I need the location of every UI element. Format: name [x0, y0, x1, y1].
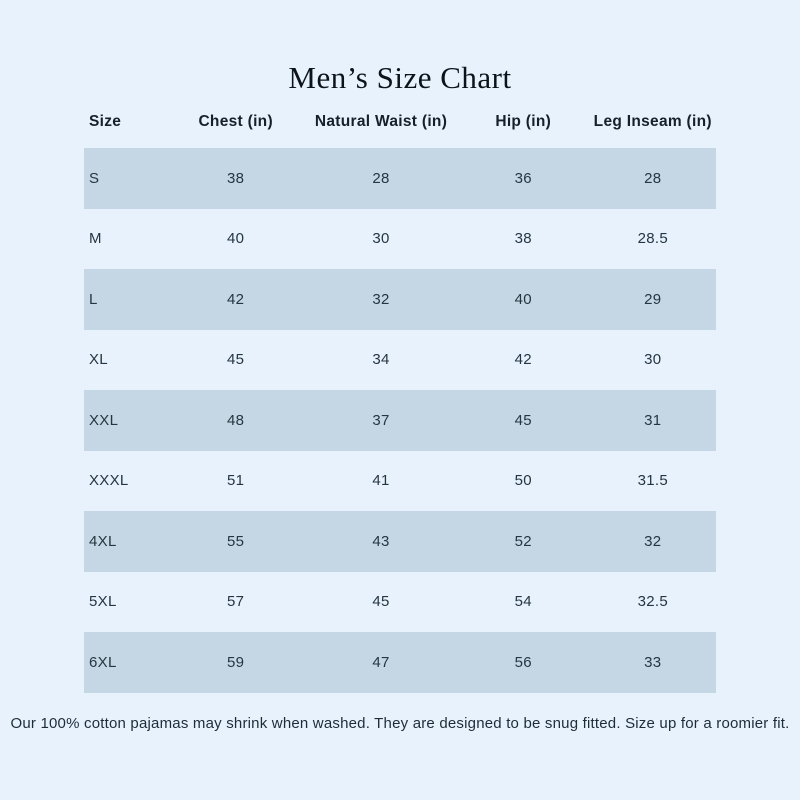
measurement-value-cell: 40 — [514, 290, 532, 308]
measurement-value-cell: 31 — [644, 411, 662, 429]
size-label-cell: XXXL — [89, 472, 129, 490]
measurement-value-cell: 57 — [227, 593, 245, 611]
size-label-cell: XL — [89, 351, 108, 369]
measurement-value-cell: 42 — [514, 351, 532, 369]
measurement-value-cell: 38 — [227, 169, 245, 187]
measurement-value-cell: 59 — [227, 653, 245, 671]
measurement-value-cell: 28 — [644, 169, 662, 187]
size-chart-table — [84, 113, 716, 693]
size-label-cell: 6XL — [89, 653, 117, 671]
measurement-value-cell: 32 — [372, 290, 390, 308]
measurement-value-cell: 30 — [644, 351, 662, 369]
measurement-value-cell: 48 — [227, 411, 245, 429]
measurement-value-cell: 34 — [372, 351, 390, 369]
table-row — [84, 269, 716, 330]
size-label-cell: M — [89, 230, 102, 248]
measurement-value-cell: 36 — [514, 169, 532, 187]
header-hip: Hip (in) — [495, 113, 552, 130]
measurement-value-cell: 33 — [644, 653, 662, 671]
measurement-value-cell: 43 — [372, 532, 390, 550]
measurement-value-cell: 56 — [514, 653, 532, 671]
header-size: Size — [89, 113, 122, 130]
header-natural-waist: Natural Waist (in) — [314, 113, 448, 130]
header-leg-inseam: Leg Inseam (in) — [593, 113, 712, 130]
measurement-value-cell: 51 — [227, 472, 245, 490]
measurement-value-cell: 45 — [227, 351, 245, 369]
measurement-value-cell: 42 — [227, 290, 245, 308]
measurement-value-cell: 45 — [514, 411, 532, 429]
measurement-value-cell: 40 — [227, 230, 245, 248]
measurement-value-cell: 31.5 — [637, 472, 668, 490]
measurement-value-cell: 54 — [514, 593, 532, 611]
measurement-value-cell: 28.5 — [637, 230, 668, 248]
measurement-value-cell: 45 — [372, 593, 390, 611]
table-row — [84, 451, 716, 512]
measurement-value-cell: 38 — [514, 230, 532, 248]
measurement-value-cell: 32 — [644, 532, 662, 550]
size-label-cell: S — [89, 169, 100, 187]
table-row — [84, 511, 716, 572]
measurement-value-cell: 41 — [372, 472, 390, 490]
measurement-value-cell: 29 — [644, 290, 662, 308]
footer-note: Our 100% cotton pajamas may shrink when washed. They are designed to be snug fitted. Size up for a roomier fit. — [10, 714, 790, 732]
measurement-value-cell: 30 — [372, 230, 390, 248]
table-row — [84, 330, 716, 391]
table-row — [84, 572, 716, 633]
measurement-value-cell: 32.5 — [637, 593, 668, 611]
size-label-cell: 4XL — [89, 532, 117, 550]
measurement-value-cell: 50 — [514, 472, 532, 490]
measurement-value-cell: 47 — [372, 653, 390, 671]
table-row — [84, 632, 716, 693]
measurement-value-cell: 55 — [227, 532, 245, 550]
page-title: Men’s Size Chart — [288, 60, 512, 95]
measurement-value-cell: 37 — [372, 411, 390, 429]
table-row — [84, 390, 716, 451]
table-header-row — [84, 113, 716, 131]
header-chest: Chest (in) — [198, 113, 273, 130]
measurement-value-cell: 52 — [514, 532, 532, 550]
size-table-body — [84, 148, 716, 693]
size-label-cell: XXL — [89, 411, 119, 429]
measurement-value-cell: 28 — [372, 169, 390, 187]
table-row — [84, 209, 716, 270]
size-label-cell: L — [89, 290, 98, 308]
table-row — [84, 148, 716, 209]
size-label-cell: 5XL — [89, 593, 117, 611]
